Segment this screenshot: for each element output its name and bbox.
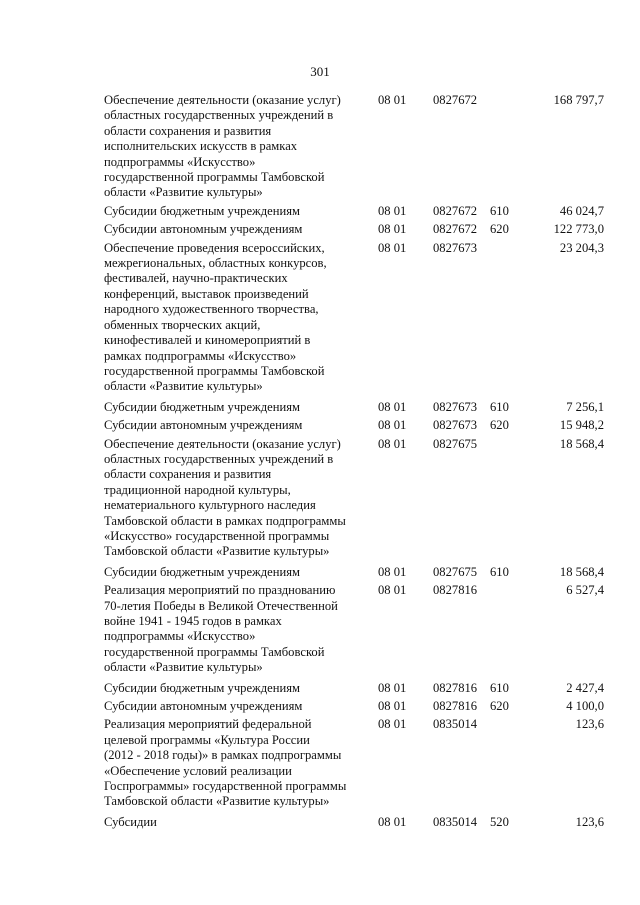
- row-amount: 6 527,4: [566, 583, 604, 598]
- row-amount: 123,6: [575, 814, 604, 829]
- row-amount: 123,6: [575, 717, 604, 732]
- row-amount: 18 568,4: [559, 436, 604, 451]
- row-name: Субсидии автономным учреждениям: [104, 418, 303, 433]
- row-target-code: 0827672: [433, 203, 478, 218]
- row-section-code: 08 01: [378, 717, 407, 732]
- row-expense-kind: 610: [490, 680, 509, 695]
- table-row: [104, 418, 604, 433]
- row-name: Обеспечение проведения всероссийских, межрегиональных, областных конкурсов, фестивалей, научно-практических конференций, выставок произведений народного художественного творчества, обменных творческих акций, кинофестивалей и киномероприятий в рамках подпрограммы «Искусство» государственной программы Тамбовской области «Развитие культуры»: [104, 240, 327, 394]
- row-section-code: 08 01: [378, 436, 407, 451]
- row-amount: 7 256,1: [566, 399, 604, 414]
- row-section-code: 08 01: [378, 203, 407, 218]
- row-name: Обеспечение деятельности (оказание услуг) областных государственных учреждений в области сохранения и развития традиционной народной культуры, нематериального культурного наследия Тамбовской области в рамках подпрограммы «Искусство» государственной программы Тамбовской области «Развитие культуры»: [104, 436, 346, 559]
- row-amount: 122 773,0: [553, 222, 604, 237]
- row-name: Субсидии: [104, 814, 157, 829]
- row-section-code: 08 01: [378, 680, 407, 695]
- row-target-code: 0827673: [433, 399, 478, 414]
- table-row: [104, 241, 604, 395]
- table-row: [104, 400, 604, 415]
- row-section-code: 08 01: [378, 93, 407, 107]
- row-expense-kind: 620: [490, 418, 509, 433]
- row-amount: 46 024,7: [559, 203, 604, 218]
- table-row: [104, 815, 604, 830]
- row-section-code: 08 01: [378, 699, 407, 714]
- table-row: [104, 565, 604, 580]
- row-expense-kind: 610: [490, 399, 509, 414]
- row-name: Субсидии бюджетным учреждениям: [104, 399, 300, 414]
- row-expense-kind: 520: [490, 814, 509, 829]
- row-target-code: 0827816: [433, 583, 478, 598]
- row-target-code: 0827672: [433, 93, 478, 107]
- row-section-code: 08 01: [378, 814, 407, 829]
- row-section-code: 08 01: [378, 564, 407, 579]
- row-name: Реализация мероприятий по празднованию 70-летия Победы в Великой Отечественной войне 1941 - 1945 годов в рамках подпрограммы «Искусство» государственной программы Тамбовской области «Развитие культуры»: [104, 583, 338, 675]
- row-name: Субсидии бюджетным учреждениям: [104, 680, 300, 695]
- budget-table: [104, 93, 604, 830]
- row-name: Субсидии автономным учреждениям: [104, 222, 303, 237]
- row-amount: 15 948,2: [559, 418, 604, 433]
- row-amount: 23 204,3: [559, 240, 604, 255]
- row-target-code: 0835014: [433, 814, 478, 829]
- table-row: [104, 681, 604, 696]
- row-expense-kind: 620: [490, 699, 509, 714]
- row-expense-kind: 610: [490, 203, 509, 218]
- table-row: [104, 717, 604, 809]
- table-row: [104, 222, 604, 237]
- table-row: [104, 583, 604, 675]
- table-row: [104, 699, 604, 714]
- row-target-code: 0827816: [433, 699, 478, 714]
- row-name: Обеспечение деятельности (оказание услуг) областных государственных учреждений в области сохранения и развития исполнительских искусств в рамках подпрограммы «Искусство» государственной программы Тамбовской области «Развитие культуры»: [104, 93, 341, 200]
- row-section-code: 08 01: [378, 222, 407, 237]
- row-target-code: 0827673: [433, 240, 478, 255]
- table-row: [104, 204, 604, 219]
- row-section-code: 08 01: [378, 418, 407, 433]
- row-target-code: 0827672: [433, 222, 478, 237]
- row-amount: 4 100,0: [566, 699, 604, 714]
- row-target-code: 0827675: [433, 436, 478, 451]
- row-expense-kind: 610: [490, 564, 509, 579]
- row-section-code: 08 01: [378, 399, 407, 414]
- row-name: Реализация мероприятий федеральной целевой программы «Культура России (2012 - 2018 годы)» в рамках подпрограммы «Обеспечение условий реализации Госпрограммы» государственной программы Тамбовской области «Развитие культуры»: [104, 717, 347, 809]
- row-amount: 168 797,7: [553, 93, 604, 107]
- row-amount: 18 568,4: [559, 564, 604, 579]
- page-number: 301: [310, 64, 330, 79]
- row-name: Субсидии автономным учреждениям: [104, 699, 303, 714]
- row-target-code: 0827816: [433, 680, 478, 695]
- row-name: Субсидии бюджетным учреждениям: [104, 203, 300, 218]
- row-target-code: 0827673: [433, 418, 478, 433]
- row-section-code: 08 01: [378, 240, 407, 255]
- row-target-code: 0835014: [433, 717, 478, 732]
- row-name: Субсидии бюджетным учреждениям: [104, 564, 300, 579]
- row-amount: 2 427,4: [566, 680, 604, 695]
- row-expense-kind: 620: [490, 222, 509, 237]
- row-section-code: 08 01: [378, 583, 407, 598]
- table-row: [104, 93, 604, 201]
- row-target-code: 0827675: [433, 564, 478, 579]
- table-row: [104, 437, 604, 560]
